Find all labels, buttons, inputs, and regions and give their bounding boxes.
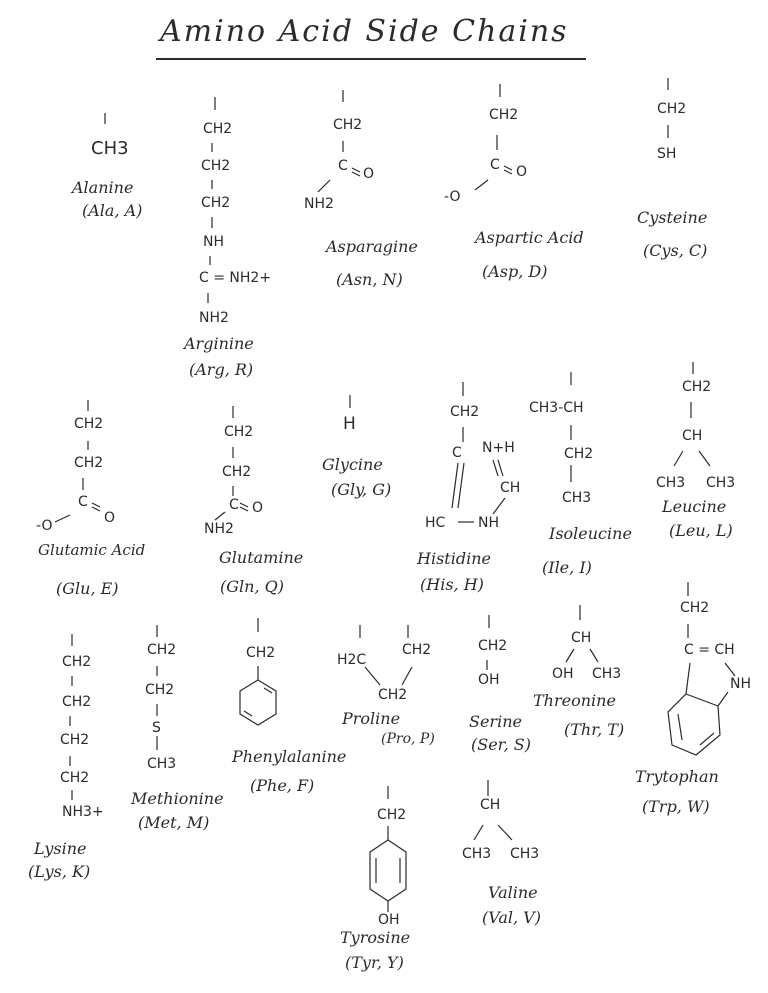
glutamic-acid-atom: -O	[36, 518, 53, 534]
glutamic-acid-name: Glutamic Acid	[38, 541, 146, 559]
glutamine-atom: CH2	[224, 424, 254, 440]
glutamine-abbr: (Gln, Q)	[220, 577, 284, 596]
lysine-atom: CH2	[60, 770, 90, 786]
cysteine-atom: CH2	[657, 101, 687, 117]
tryptophan-name: Trytophan	[635, 767, 719, 786]
proline-atom: H2C	[337, 652, 367, 668]
isoleucine-atom: CH2	[564, 446, 594, 462]
tryptophan-abbr: (Trp, W)	[642, 797, 710, 816]
glutamine-name: Glutamine	[219, 548, 304, 567]
tryptophan-atom: NH	[730, 676, 751, 692]
proline-atom: CH2	[378, 687, 408, 703]
arginine-name: Arginine	[184, 334, 254, 353]
glutamine-atom: O	[252, 500, 264, 516]
aspartic-acid-name: Aspartic Acid	[475, 228, 584, 247]
glutamine-atom: NH2	[204, 521, 234, 537]
cysteine-atom: SH	[657, 146, 677, 162]
asparagine-atom: O	[363, 166, 375, 182]
threonine-atom: CH3	[592, 666, 622, 682]
threonine-name: Threonine	[533, 691, 616, 710]
serine-name: Serine	[469, 712, 522, 731]
arginine-abbr: (Arg, R)	[189, 360, 254, 379]
arginine-atom: CH2	[203, 121, 233, 137]
threonine-atom: CH	[571, 630, 592, 646]
leucine-atom: CH3	[656, 475, 686, 491]
asparagine-atom: CH2	[333, 117, 363, 133]
isoleucine-abbr: (Ile, I)	[542, 558, 592, 577]
lysine-atom: CH2	[60, 732, 90, 748]
methionine-atom: S	[152, 720, 161, 736]
phenylalanine-name: Phenylalanine	[232, 747, 347, 766]
tryptophan-atom: CH2	[680, 600, 710, 616]
methionine-abbr: (Met, M)	[138, 813, 210, 832]
leucine-atom: CH	[682, 428, 703, 444]
glutamine-atom: C	[229, 497, 239, 513]
asparagine-atom: C	[338, 158, 348, 174]
serine-atom: CH2	[478, 638, 508, 654]
leucine-atom: CH3	[706, 475, 736, 491]
lysine-abbr: (Lys, K)	[28, 862, 91, 881]
histidine-atom: NH	[478, 515, 499, 531]
aspartic-acid-atom: O	[516, 164, 528, 180]
arginine-atom: CH2	[201, 195, 231, 211]
alanine-atom: CH3	[91, 138, 129, 159]
cysteine-name: Cysteine	[637, 208, 708, 227]
cysteine-abbr: (Cys, C)	[643, 241, 708, 260]
lysine-atom: NH3+	[62, 804, 104, 820]
serine-atom: OH	[478, 672, 500, 688]
leucine-atom: CH2	[682, 379, 712, 395]
leucine-name: Leucine	[662, 497, 727, 516]
methionine-atom: CH2	[147, 642, 177, 658]
histidine-atom: CH	[500, 480, 521, 496]
glutamic-acid-atom: O	[104, 510, 116, 526]
phenylalanine-atom: CH2	[246, 645, 276, 661]
aspartic-acid-atom: C	[490, 157, 500, 173]
tryptophan-atom: C = CH	[684, 642, 735, 658]
arginine-atom: C = NH2+	[199, 270, 272, 286]
leucine-abbr: (Leu, L)	[669, 521, 733, 540]
arginine-atom: CH2	[201, 158, 231, 174]
aspartic-acid-atom: CH2	[489, 107, 519, 123]
valine-atom: CH3	[462, 846, 492, 862]
lysine-name: Lysine	[34, 839, 87, 858]
histidine-atom: CH2	[450, 404, 480, 420]
histidine-atom: N+H	[482, 440, 515, 456]
methionine-atom: CH2	[145, 682, 175, 698]
arginine-atom: NH2	[199, 310, 229, 326]
methionine-atom: CH3	[147, 756, 177, 772]
threonine-abbr: (Thr, T)	[564, 720, 625, 739]
glutamic-acid-atom: C	[78, 494, 88, 510]
isoleucine-name: Isoleucine	[549, 524, 632, 543]
asparagine-abbr: (Asn, N)	[336, 270, 403, 289]
tyrosine-abbr: (Tyr, Y)	[345, 953, 404, 972]
aspartic-acid-atom: -O	[444, 189, 461, 205]
histidine-atom: C	[452, 445, 462, 461]
proline-atom: CH2	[402, 642, 432, 658]
asparagine-name: Asparagine	[326, 237, 418, 256]
isoleucine-atom: CH3	[562, 490, 592, 506]
serine-abbr: (Ser, S)	[471, 735, 531, 754]
tyrosine-name: Tyrosine	[340, 928, 411, 947]
glycine-atom: H	[343, 414, 356, 434]
glutamic-acid-abbr: (Glu, E)	[56, 579, 119, 598]
glutamic-acid-atom: CH2	[74, 416, 104, 432]
lysine-atom: CH2	[62, 654, 92, 670]
arginine-atom: NH	[203, 234, 224, 250]
methionine-name: Methionine	[131, 789, 224, 808]
proline-name: Proline	[342, 709, 401, 728]
alanine-name: Alanine	[72, 178, 134, 197]
valine-name: Valine	[488, 883, 538, 902]
tyrosine-atom: CH2	[377, 807, 407, 823]
valine-atom: CH3	[510, 846, 540, 862]
aspartic-acid-abbr: (Asp, D)	[482, 262, 548, 281]
lysine-atom: CH2	[62, 694, 92, 710]
asparagine-atom: NH2	[304, 196, 334, 212]
phenylalanine-abbr: (Phe, F)	[250, 776, 315, 795]
histidine-abbr: (His, H)	[420, 575, 484, 594]
proline-abbr: (Pro, P)	[381, 731, 435, 747]
glutamic-acid-atom: CH2	[74, 455, 104, 471]
alanine-abbr: (Ala, A)	[82, 201, 143, 220]
valine-abbr: (Val, V)	[482, 908, 541, 927]
page-title: Amino Acid Side Chains	[160, 14, 569, 49]
valine-atom: CH	[480, 797, 501, 813]
histidine-name: Histidine	[417, 549, 491, 568]
glycine-name: Glycine	[322, 455, 383, 474]
threonine-atom: OH	[552, 666, 574, 682]
glycine-abbr: (Gly, G)	[331, 480, 392, 499]
tyrosine-atom: OH	[378, 912, 400, 928]
glutamine-atom: CH2	[222, 464, 252, 480]
histidine-atom: HC	[425, 515, 446, 531]
isoleucine-atom: CH3-CH	[529, 400, 584, 416]
